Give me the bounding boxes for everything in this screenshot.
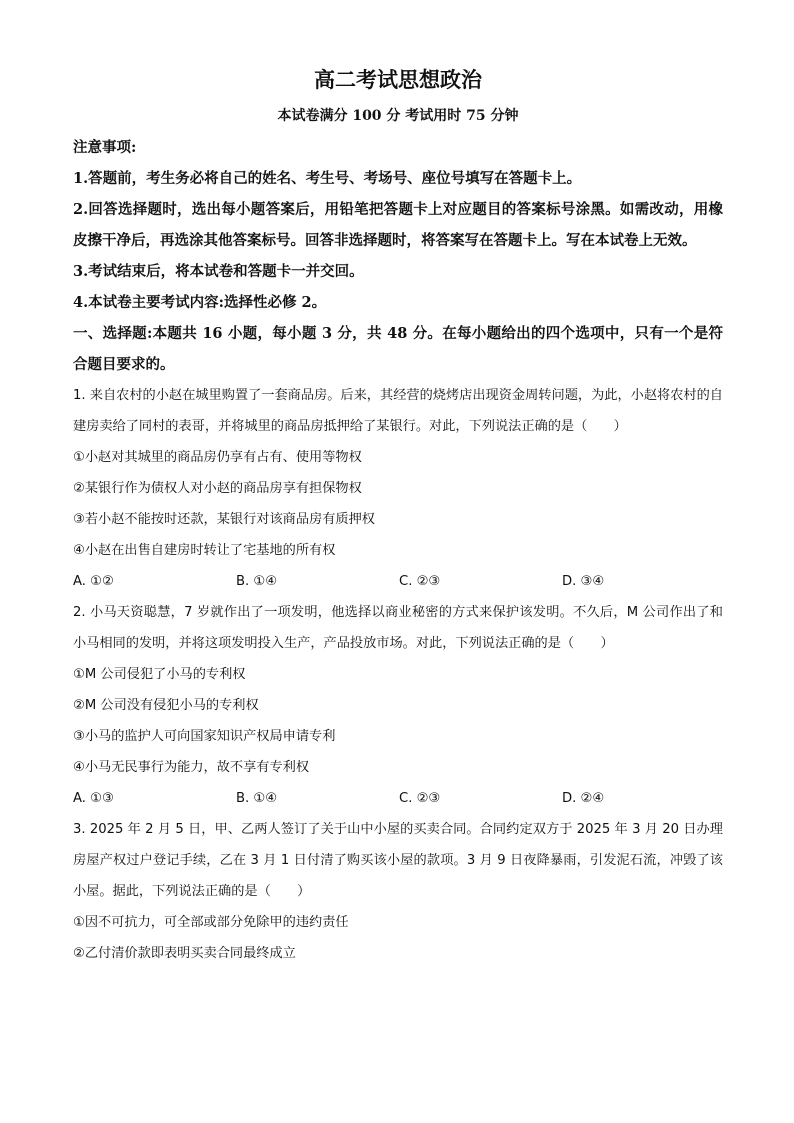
choice-a: A. ①③: [73, 791, 114, 806]
note-item: 2.回答选择题时，选出每小题答案后，用铅笔把答题卡上对应题目的答案标号涂黑。如需改动，用橡皮擦干净后，再选涂其他答案标号。回答非选择题时，将答案写在答题卡上。写在本试卷上无效。: [73, 201, 723, 249]
notes-heading: 注意事项:: [73, 139, 137, 156]
section-heading: 一、选择题:本题共 16 小题，每小题 3 分，共 48 分。在每小题给出的四个选项中，只有一个是符合题目要求的。: [73, 325, 723, 373]
question-option: ①M 公司侵犯了小马的专利权: [73, 667, 246, 682]
question-1: [73, 380, 723, 597]
note-item: 3.考试结束后，将本试卷和答题卡一并交回。: [73, 263, 364, 280]
question-option: ③若小赵不能按时还款，某银行对该商品房有质押权: [73, 512, 375, 527]
question-stem: 1. 来自农村的小赵在城里购置了一套商品房。后来，其经营的烧烤店出现资金周转问题，为此，小赵将农村的自建房卖给了同村的表哥，并将城里的商品房抵押给了某银行。对此，下列说法正确的是（ ）: [73, 388, 723, 434]
answer-choices: [73, 566, 723, 597]
question-stem: 2. 小马天资聪慧，7 岁就作出了一项发明，他选择以商业秘密的方式来保护该发明。不久后，M 公司作出了和小马相同的发明，并将这项发明投入生产，产品投放市场。对此，下列说法正确的是（ ）: [73, 605, 723, 651]
choice-a: A. ①②: [73, 574, 114, 589]
answer-choices: [73, 783, 723, 814]
question-option: ①小赵对其城里的商品房仍享有占有、使用等物权: [73, 450, 362, 465]
choice-d: D. ②④: [562, 791, 605, 806]
question-3: [73, 814, 723, 969]
question-option: ④小赵在出售自建房时转让了宅基地的所有权: [73, 543, 336, 558]
choice-b: B. ①④: [236, 574, 278, 589]
choice-c: C. ②③: [399, 791, 441, 806]
notes-block: [73, 132, 723, 318]
note-item: 4.本试卷主要考试内容:选择性必修 2。: [73, 294, 327, 311]
page-title: 高二考试思想政治: [314, 67, 482, 92]
question-option: ③小马的监护人可向国家知识产权局申请专利: [73, 729, 336, 744]
note-item: 1.答题前，考生务必将自己的姓名、考生号、考场号、座位号填写在答题卡上。: [73, 170, 582, 187]
question-option: ②M 公司没有侵犯小马的专利权: [73, 698, 259, 713]
page-subtitle: 本试卷满分 100 分 考试用时 75 分钟: [277, 108, 519, 124]
question-option: ②乙付清价款即表明买卖合同最终成立: [73, 946, 296, 961]
choice-c: C. ②③: [399, 574, 441, 589]
exam-page: [73, 62, 723, 969]
question-option: ②某银行作为债权人对小赵的商品房享有担保物权: [73, 481, 362, 496]
question-option: ①因不可抗力，可全部或部分免除甲的违约责任: [73, 915, 349, 930]
choice-d: D. ③④: [562, 574, 605, 589]
choice-b: B. ①④: [236, 791, 278, 806]
question-option: ④小马无民事行为能力，故不享有专利权: [73, 760, 310, 775]
question-2: [73, 597, 723, 814]
question-stem: 3. 2025 年 2 月 5 日，甲、乙两人签订了关于山中小屋的买卖合同。合同约定双方于 2025 年 3 月 20 日办理房屋产权过户登记手续，乙在 3 月 1 日付清了购买该小屋的款项。3 月 9 日夜降暴雨，引发泥石流，冲毁了该小屋。据此，下列说法正确的是（ ）: [73, 822, 723, 899]
